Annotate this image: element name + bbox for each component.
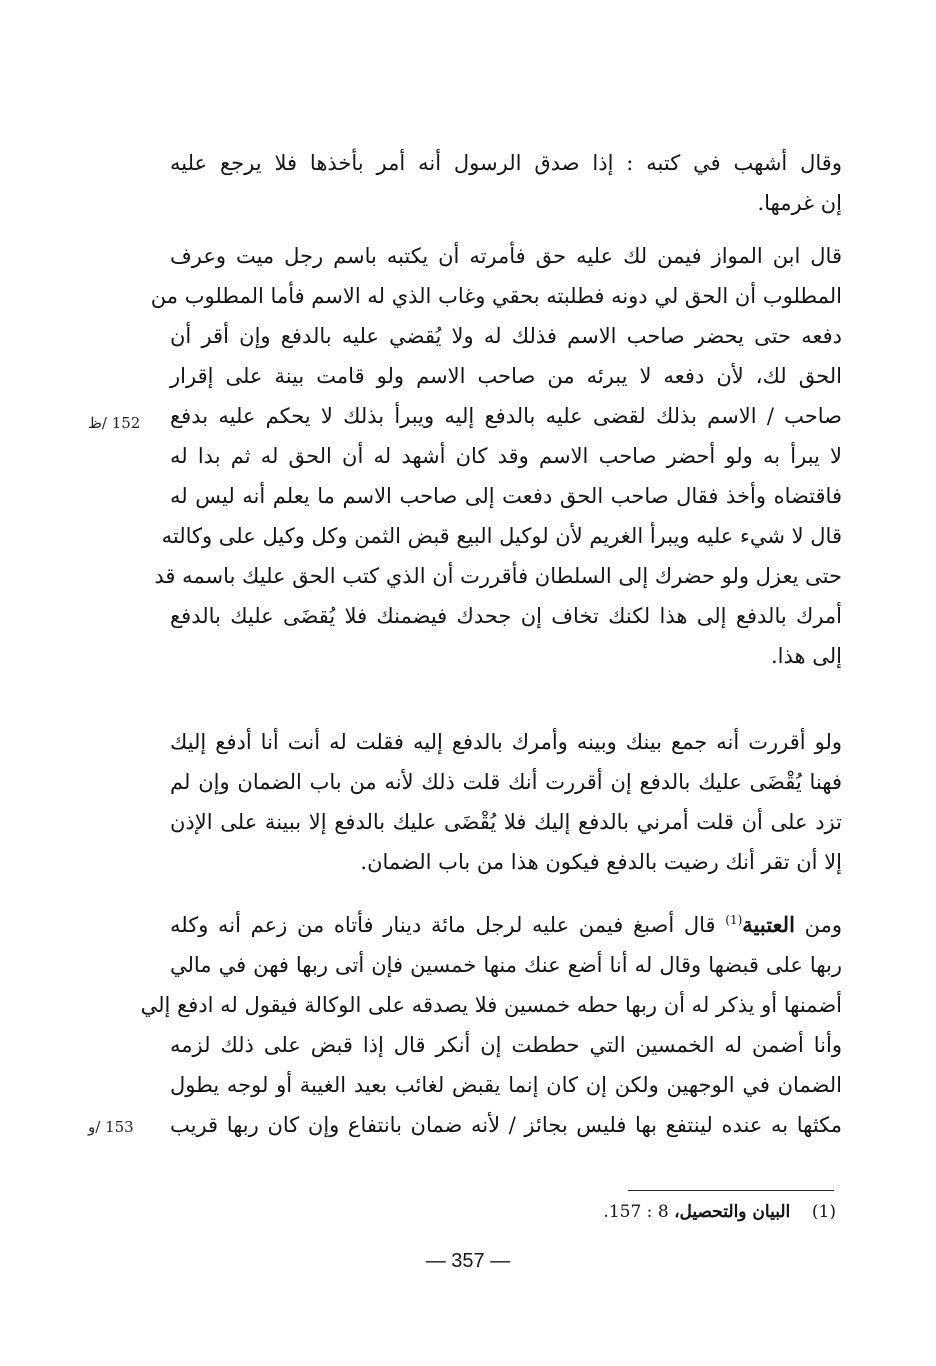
text-line: قال لا شيء عليه ويبرأ الغريم لأن لوكيل البيع قبض الثمن وكل وكيل على وكالته	[161, 524, 842, 548]
text-line: حتى يعزل ولو حضرك إلى السلطان فأقررت أن الذي كتب الحق عليك باسمه قد	[154, 564, 842, 588]
text-line: الضمان في الوجهين ولكن إن كان إنما يقبض لغائب بعيد الغيبة أو لوجه يطول	[170, 1073, 842, 1097]
text-line-first	[170, 900, 842, 945]
line-rest: قال أصبغ فيمن عليه لرجل مائة دينار فأتاه من زعم أنه وكله	[170, 913, 716, 937]
text-line: صاحب / الاسم بذلك لقضى عليه بالدفع إليه ويبرأ بذلك لا يحكم عليه بدفع	[170, 404, 842, 428]
footnote-number: (1)	[811, 1202, 836, 1222]
text-line: وقال أشهب في كتبه : إذا صدق الرسول أنه أمر بأخذها فلا يرجع عليه	[170, 151, 842, 175]
text-line: ولو أقررت أنه جمع بينك وبينه وأمرك بالدفع إليه فقلت له أنت أنا أدفع إليك	[170, 730, 842, 754]
text-line: أمرك بالدفع إلى هذا لكنك تخاف إن جحدك فيضمنك فلا يُقضَى عليك بالدفع	[170, 604, 842, 628]
paragraph-al-utbiyya	[140, 900, 842, 1145]
text-line: ربها على قبضها وقال له أنا أضع عنك منها خمسين فإن أتى ربها فهن في مالي	[170, 953, 842, 977]
paragraph-ibn-al-mawwaz	[150, 236, 842, 676]
text-line: قال ابن المواز فيمن لك عليه حق فأمرته أن يكتبه باسم رجل ميت وعرف	[170, 244, 842, 268]
text-line: دفعه حتى يحضر صاحب الاسم فذلك له ولا يُقضي عليه بالدفع وإن أقر أن	[170, 324, 842, 348]
margin-folio-note: 152 /ظ	[88, 414, 141, 432]
footnote-reference-text: 8 : 157.	[603, 1202, 669, 1222]
text-line: أضمنها أو يذكر له أن ربها حطه خمسين فلا يصدقه على الوكالة فيقول له ادفع إلي	[140, 993, 842, 1017]
text-line: تزد على أن قلت أمرني بالدفع إليك فلا يُقْضَى عليك بالدفع إلا ببينة على الإذن	[170, 810, 842, 834]
text-line: فاقتضاه وأخذ فقال صاحب الحق دفعت إلى صاحب الاسم ما يعلم أنه ليس له	[170, 484, 842, 508]
text-line: إلا أن تقر أنك رضيت بالدفع فيكون هذا من باب الضمان.	[360, 850, 842, 874]
line-prefix: ومن	[804, 913, 842, 937]
source-title-bold: العتبية	[742, 912, 795, 937]
text-line: الحق لك، لأن دفعه لا يبرئه من صاحب الاسم ولو قامت بينة على إقرار	[170, 364, 842, 388]
text-line: فهنا يُقْضَى عليك بالدفع إن أقررت أنك قلت ذلك لأنه من باب الضمان وإن لم	[170, 770, 842, 794]
footnote	[560, 1202, 836, 1222]
text-line: إلى هذا.	[770, 644, 842, 668]
paragraph-iqrar	[170, 722, 842, 882]
paragraph-ashhab	[170, 143, 842, 223]
footnote-reference: (1)	[725, 913, 743, 927]
text-line: لا يبرأ به ولو أحضر صاحب الاسم وقد كان أشهد له أن الحق له ثم بدا له	[170, 444, 842, 468]
footnote-title: البيان والتحصيل،	[674, 1202, 791, 1222]
text-line: وأنا أضمن له الخمسين التي حططت إن أنكر قال إذا قبض على ذلك لزمه	[170, 1033, 842, 1057]
text-line: المطلوب أن الحق لي دونه فطلبته بحقي وغاب الذي له الاسم فأما المطلوب من	[150, 284, 842, 308]
margin-folio-note: 153 /و	[88, 1118, 134, 1136]
text-line: إن غرمها.	[757, 191, 842, 215]
footnote-divider	[628, 1190, 834, 1191]
page-number: — 357 —	[425, 1250, 511, 1272]
text-line: مكثها به عنده لينتفع بها فليس بجائز / لأنه ضمان بانتفاع وإن كان ربها قريب	[170, 1113, 842, 1137]
